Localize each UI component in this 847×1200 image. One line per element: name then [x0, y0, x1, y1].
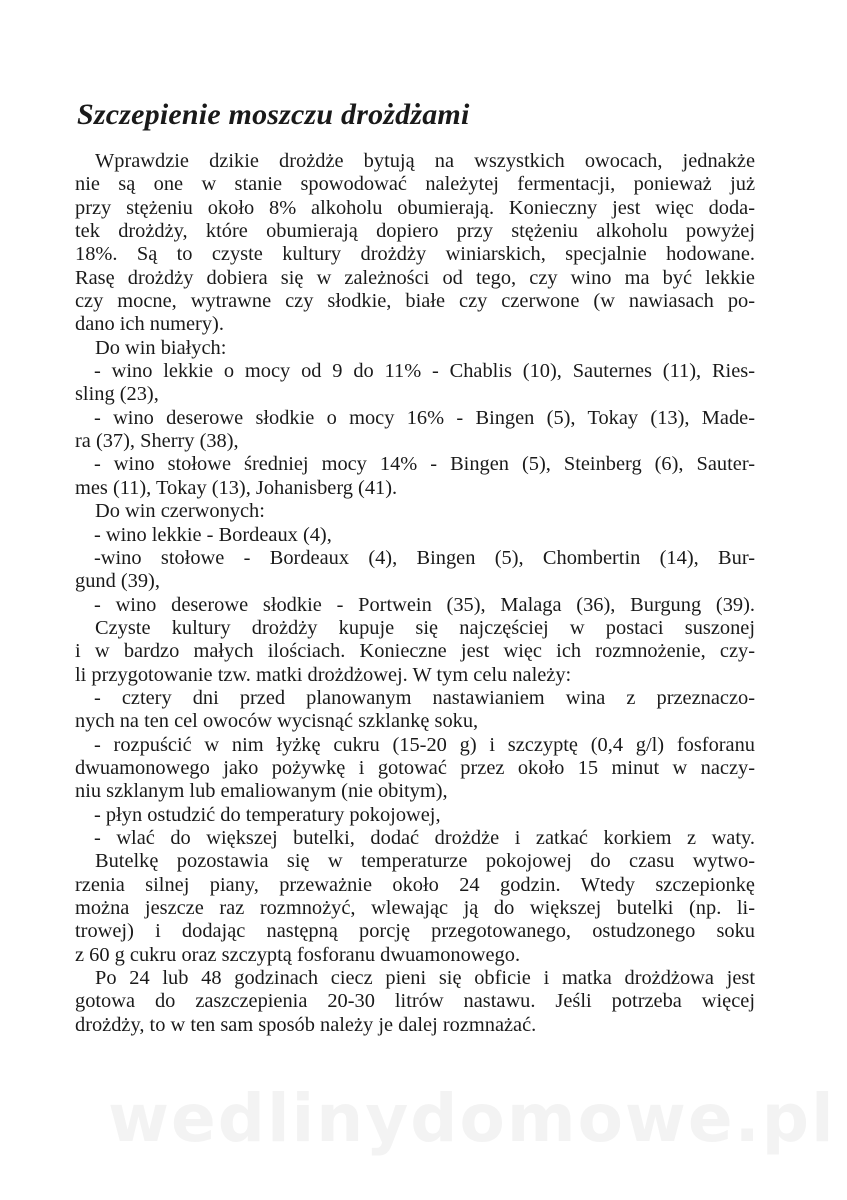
text-line: - cztery dni przed planowanym nastawianiem wina z przeznaczo-: [94, 686, 755, 709]
text-line: - wino lekkie - Bordeaux (4),: [94, 523, 332, 546]
text-line: rzenia silnej piany, przeważnie około 24 godzin. Wtedy szczepionkę: [75, 873, 755, 896]
text-line: sling (23),: [75, 383, 159, 406]
text-line: dano ich numery).: [75, 313, 224, 336]
text-line: Wprawdzie dzikie drożdże bytują na wszystkich owocach, jednakże: [95, 150, 755, 172]
page-title: Szczepienie moszczu drożdżami: [77, 98, 470, 131]
text-line: - wino deserowe słodkie - Portwein (35), Malaga (36), Burgung (39).: [94, 593, 755, 616]
text-line: gund (39),: [75, 570, 160, 593]
text-line: drożdży, to w ten sam sposób należy je dalej rozmnażać.: [75, 1013, 537, 1036]
text-line: - wino deserowe słodkie o mocy 16% - Bingen (5), Tokay (13), Made-: [94, 406, 755, 429]
text-line: ra (37), Sherry (38),: [75, 430, 239, 453]
body-text: [75, 150, 755, 1037]
text-line: - wino stołowe średniej mocy 14% - Bingen (5), Steinberg (6), Sauter-: [94, 453, 755, 476]
text-line: i w bardzo małych ilościach. Konieczne jest więc ich rozmnożenie, czy-: [75, 640, 755, 663]
text-line: Do win białych:: [95, 336, 227, 359]
text-line: czy mocne, wytrawne czy słodkie, białe czy czerwone (w nawiasach po-: [75, 290, 755, 313]
text-line: Czyste kultury drożdży kupuje się najczęściej w postaci suszonej: [95, 616, 755, 639]
text-line: z 60 g cukru oraz szczyptą fosforanu dwuamonowego.: [75, 943, 521, 966]
text-line: Do win czerwonych:: [95, 500, 265, 523]
text-line: gotowa do zaszczepienia 20-30 litrów nastawu. Jeśli potrzeba więcej: [75, 990, 755, 1013]
text-line: mes (11), Tokay (13), Johanisberg (41).: [75, 476, 398, 499]
text-line: przy stężeniu około 8% alkoholu obumierają. Konieczny jest więc doda-: [75, 196, 755, 219]
text-line: li przygotowanie tzw. matki drożdżowej. W tym celu należy:: [75, 663, 572, 686]
text-line: Po 24 lub 48 godzinach ciecz pieni się obficie i matka drożdżowa jest: [95, 967, 755, 990]
watermark: wedlinydomowe.pl: [108, 1080, 836, 1157]
text-line: nych na ten cel owoców wycisnąć szklankę soku,: [75, 710, 479, 733]
text-line: - wino lekkie o mocy od 9 do 11% - Chablis (10), Sauternes (11), Ries-: [94, 360, 755, 383]
text-line: Rasę drożdży dobiera się w zależności od tego, czy wino ma być lekkie: [75, 266, 755, 289]
text-line: - płyn ostudzić do temperatury pokojowej,: [94, 803, 441, 826]
text-line: 18%. Są to czyste kultury drożdży winiarskich, specjalnie hodowane.: [75, 243, 755, 266]
text-line: można jeszcze raz rozmnożyć, wlewając ją do większej butelki (np. li-: [75, 897, 755, 919]
text-line: nie są one w stanie spowodować należytej fermentacji, ponieważ już: [75, 173, 755, 196]
text-line: niu szklanym lub emaliowanym (nie obitym),: [75, 780, 448, 803]
text-line: - rozpuścić w nim łyżkę cukru (15-20 g) i szczyptę (0,4 g/l) fosforanu: [94, 733, 755, 756]
text-line: dwuamonowego jako pożywkę i gotować przez około 15 minut w naczy-: [75, 756, 755, 779]
text-line: Butelkę pozostawia się w temperaturze pokojowej do czasu wytwo-: [95, 850, 755, 873]
text-line: trowej) i dodając następną porcję przegotowanego, ostudzonego soku: [75, 920, 755, 943]
text-line: - wlać do większej butelki, dodać drożdże i zatkać korkiem z waty.: [94, 826, 755, 849]
text-line: tek drożdży, które obumierają dopiero przy stężeniu alkoholu powyżej: [75, 220, 755, 243]
text-line: -wino stołowe - Bordeaux (4), Bingen (5), Chombertin (14), Bur-: [94, 546, 755, 569]
